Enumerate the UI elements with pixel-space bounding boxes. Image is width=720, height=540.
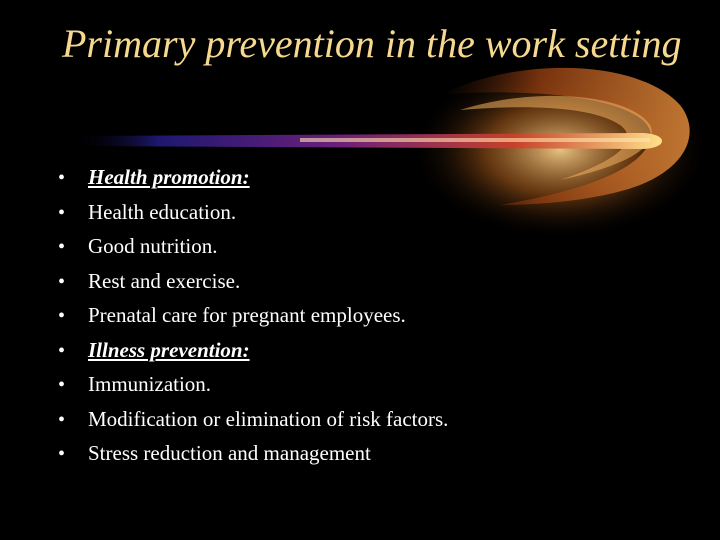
bullet-text: Good nutrition.	[88, 234, 218, 258]
bullet-text: Rest and exercise.	[88, 268, 241, 293]
bullet-list	[58, 165, 678, 476]
bullet-marker: •	[58, 339, 66, 362]
slide-title: Primary prevention in the work setting	[62, 21, 682, 66]
bullet-text: Illness prevention:	[88, 337, 250, 362]
bullet-marker: •	[58, 236, 66, 258]
bullet-text: Immunization.	[88, 372, 212, 396]
bullet-item	[58, 200, 678, 235]
bullet-item	[58, 269, 678, 304]
bullet-marker: •	[58, 270, 66, 293]
bullet-marker: •	[58, 201, 66, 224]
bullet-heading	[58, 165, 678, 200]
bullet-heading	[58, 338, 678, 373]
bullet-item	[58, 407, 678, 442]
bullet-item	[58, 234, 678, 269]
bullet-marker: •	[58, 443, 66, 465]
bullet-text: Modification or elimination of risk factors.	[88, 406, 449, 431]
swoosh-bar-highlight	[300, 138, 650, 142]
bullet-item	[58, 303, 678, 338]
bullet-marker: •	[58, 374, 66, 396]
bullet-marker: •	[58, 305, 66, 327]
bullet-item	[58, 441, 678, 476]
bullet-text: Health education.	[88, 199, 237, 224]
bullet-marker: •	[58, 167, 66, 189]
bullet-text: Health promotion:	[88, 165, 250, 189]
bullet-item	[58, 372, 678, 407]
bullet-text: Prenatal care for pregnant employees.	[88, 303, 406, 327]
bullet-marker: •	[58, 408, 66, 431]
bullet-text: Stress reduction and management	[88, 441, 371, 465]
